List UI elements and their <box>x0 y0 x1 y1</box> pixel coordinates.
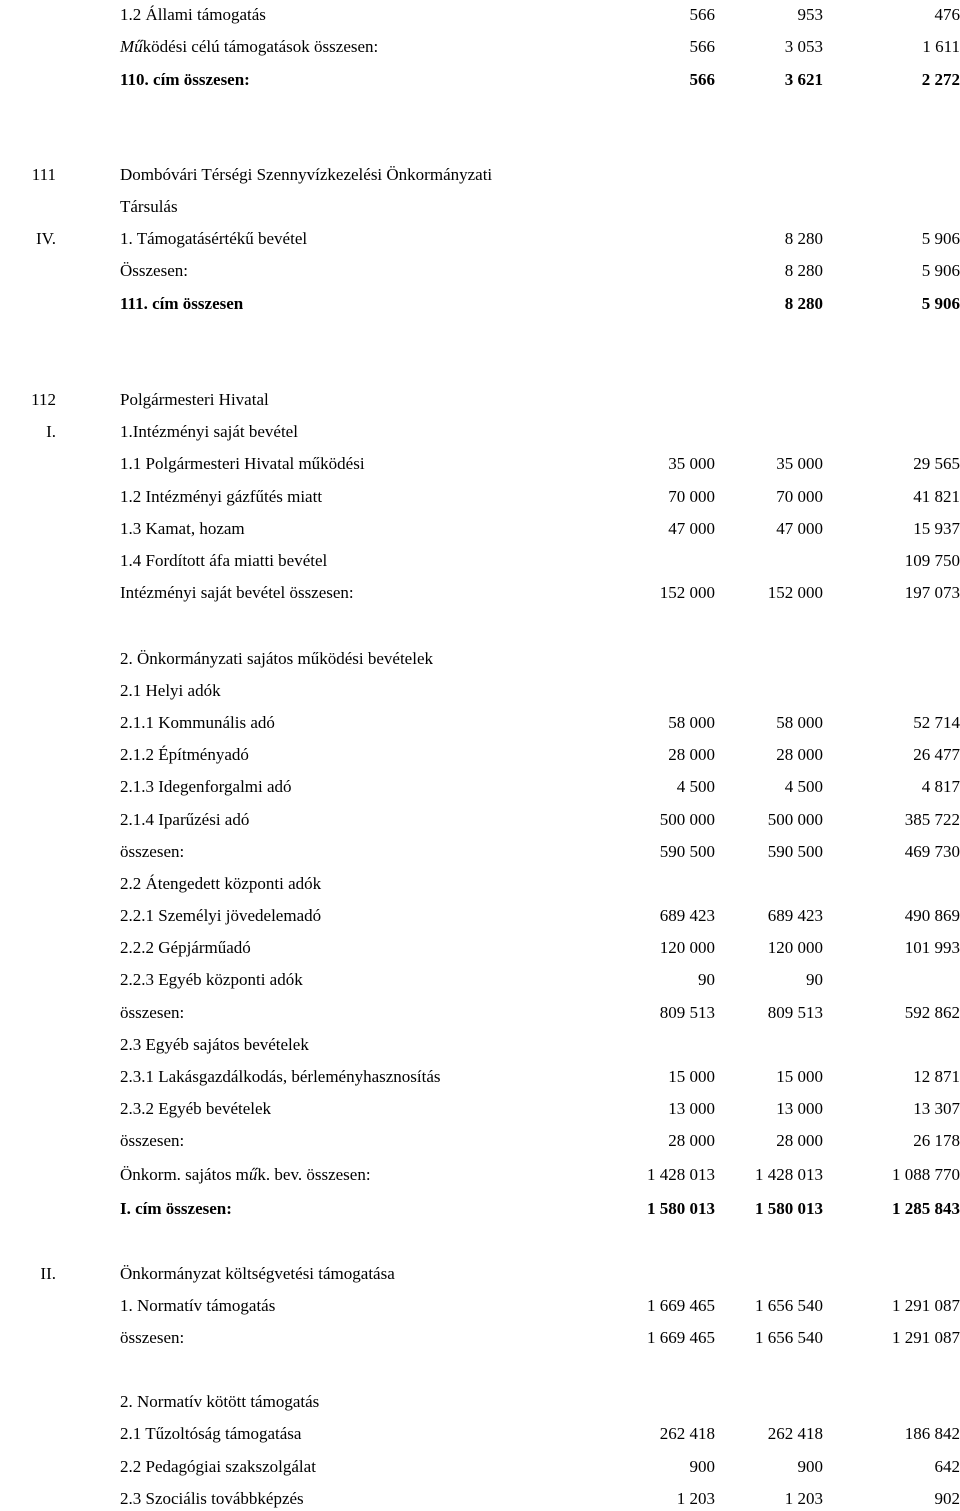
row-label: 2.2.3 Egyéb központi adók <box>120 970 303 989</box>
table-row <box>0 904 960 928</box>
row-code: I. <box>46 422 56 441</box>
row-value-col2: 35 000 <box>776 454 823 473</box>
row-label: 1.2 Intézményi gázfűtés miatt <box>120 487 323 506</box>
table-row-total <box>0 68 960 92</box>
table-row <box>0 1163 960 1187</box>
table-row <box>0 1033 960 1057</box>
row-label: Összesen: <box>120 261 188 280</box>
row-value-col2: 1 580 013 <box>755 1199 823 1218</box>
row-label: 2.1.4 Iparűzési adó <box>120 810 250 829</box>
row-value-col3: 469 730 <box>904 842 960 861</box>
row-value-col3: 1 285 843 <box>892 1199 960 1218</box>
row-label: 2.2.2 Gépjárműadó <box>120 938 251 957</box>
row-label: 1.Intézményi saját bevétel <box>120 422 298 441</box>
row-label: 2.2.1 Személyi jövedelemadó <box>120 906 322 925</box>
table-row <box>0 163 960 187</box>
table-row <box>0 259 960 283</box>
row-value-col2: 8 280 <box>784 229 823 248</box>
row-value-col2: 90 <box>806 970 823 989</box>
table-row <box>0 1001 960 1025</box>
row-label: 2. Normatív kötött támogatás <box>120 1392 320 1411</box>
row-value-col2: 8 280 <box>784 294 823 313</box>
row-label: összesen: <box>120 1328 185 1347</box>
table-row <box>0 1262 960 1286</box>
row-value-col2: 58 000 <box>776 713 823 732</box>
row-value-col1: 28 000 <box>668 745 715 764</box>
row-value-col3: 5 906 <box>921 261 960 280</box>
table-row <box>0 808 960 832</box>
row-value-col1: 90 <box>698 970 715 989</box>
row-label: összesen: <box>120 842 185 861</box>
row-label: Önkormányzat költségvetési támogatása <box>120 1264 395 1283</box>
row-value-col1: 35 000 <box>668 454 715 473</box>
row-value-col1: 566 <box>689 37 715 56</box>
table-row <box>0 1097 960 1121</box>
row-value-col2: 500 000 <box>767 810 823 829</box>
row-value-col1: 1 203 <box>676 1489 715 1508</box>
table-row <box>0 452 960 476</box>
row-value-col3: 4 817 <box>921 777 960 796</box>
row-label: Működési célú támogatások összesen: <box>120 37 379 56</box>
row-label: 1. Normatív támogatás <box>120 1296 276 1315</box>
row-value-col2: 13 000 <box>776 1099 823 1118</box>
row-label: 2.1.1 Kommunális adó <box>120 713 275 732</box>
row-value-col2: 262 418 <box>767 1424 823 1443</box>
row-value-col2: 1 656 540 <box>755 1296 823 1315</box>
row-label: 1.3 Kamat, hozam <box>120 519 245 538</box>
row-label: 2.1.3 Idegenforgalmi adó <box>120 777 292 796</box>
table-row <box>0 743 960 767</box>
table-row <box>0 775 960 799</box>
row-value-col3: 902 <box>934 1489 960 1508</box>
row-value-col2: 1 203 <box>784 1489 823 1508</box>
row-value-col1: 28 000 <box>668 1131 715 1150</box>
row-label: 2.3 Szociális továbbképzés <box>120 1489 304 1508</box>
row-value-col3: 592 862 <box>904 1003 960 1022</box>
row-label: 1. Támogatásértékű bevétel <box>120 229 308 248</box>
row-label: 2.1 Helyi adók <box>120 681 221 700</box>
row-value-col3: 26 477 <box>913 745 960 764</box>
row-value-col3: 1 088 770 <box>892 1165 960 1184</box>
table-row <box>0 840 960 864</box>
row-value-col1: 15 000 <box>668 1067 715 1086</box>
row-value-col1: 566 <box>689 70 715 89</box>
row-label: 2.2 Átengedett központi adók <box>120 874 322 893</box>
table-row-total <box>0 292 960 316</box>
row-value-col1: 900 <box>689 1457 715 1476</box>
row-value-col3: 41 821 <box>913 487 960 506</box>
row-label: összesen: <box>120 1003 185 1022</box>
row-value-col2: 590 500 <box>767 842 823 861</box>
table-row <box>0 936 960 960</box>
row-value-col3: 1 611 <box>922 37 960 56</box>
row-value-col3: 1 291 087 <box>892 1296 960 1315</box>
row-value-col2: 3 053 <box>784 37 823 56</box>
row-value-col2: 120 000 <box>767 938 823 957</box>
row-value-col2: 70 000 <box>776 487 823 506</box>
row-value-col1: 70 000 <box>668 487 715 506</box>
row-value-col1: 47 000 <box>668 519 715 538</box>
row-code: II. <box>40 1264 56 1283</box>
row-label: Intézményi saját bevétel összesen: <box>120 583 354 602</box>
table-row <box>0 679 960 703</box>
row-value-col1: 809 513 <box>659 1003 715 1022</box>
row-value-col1: 13 000 <box>668 1099 715 1118</box>
row-value-col3: 12 871 <box>913 1067 960 1086</box>
row-value-col2: 1 428 013 <box>755 1165 823 1184</box>
row-value-col3: 15 937 <box>913 519 960 538</box>
row-value-col2: 47 000 <box>776 519 823 538</box>
row-value-col3: 2 272 <box>921 70 960 89</box>
table-row <box>0 1455 960 1479</box>
row-value-col2: 900 <box>797 1457 823 1476</box>
row-value-col2: 689 423 <box>767 906 823 925</box>
row-value-col1: 500 000 <box>659 810 715 829</box>
row-value-col1: 4 500 <box>676 777 715 796</box>
table-row <box>0 1487 960 1511</box>
table-row <box>0 711 960 735</box>
row-value-col3: 476 <box>934 5 960 24</box>
table-row <box>0 872 960 896</box>
table-row <box>0 485 960 509</box>
row-value-col2: 1 656 540 <box>755 1328 823 1347</box>
row-value-col1: 152 000 <box>659 583 715 602</box>
row-value-col1: 120 000 <box>659 938 715 957</box>
row-value-col2: 15 000 <box>776 1067 823 1086</box>
row-value-col2: 4 500 <box>784 777 823 796</box>
row-value-col3: 186 842 <box>904 1424 960 1443</box>
row-value-col3: 101 993 <box>904 938 960 957</box>
table-row <box>0 388 960 412</box>
row-label: 2.2 Pedagógiai szakszolgálat <box>120 1457 316 1476</box>
row-value-col3: 5 906 <box>921 294 960 313</box>
row-label: 2.3.1 Lakásgazdálkodás, bérleményhasznosítás <box>120 1067 441 1086</box>
row-value-col2: 28 000 <box>776 745 823 764</box>
row-value-col1: 689 423 <box>659 906 715 925</box>
row-value-col1: 566 <box>689 5 715 24</box>
table-row <box>0 968 960 992</box>
row-value-col1: 58 000 <box>668 713 715 732</box>
table-row <box>0 581 960 605</box>
row-value-col1: 1 669 465 <box>647 1296 715 1315</box>
table-row <box>0 1294 960 1318</box>
row-label: Társulás <box>120 197 178 216</box>
table-row <box>0 195 960 219</box>
row-value-col2: 953 <box>797 5 823 24</box>
table-row <box>0 647 960 671</box>
row-value-col2: 809 513 <box>767 1003 823 1022</box>
table-row <box>0 1065 960 1089</box>
row-label: 1.2 Állami támogatás <box>120 5 266 24</box>
row-value-col3: 52 714 <box>913 713 960 732</box>
row-value-col1: 262 418 <box>659 1424 715 1443</box>
table-row <box>0 1129 960 1153</box>
table-row <box>0 517 960 541</box>
row-value-col3: 13 307 <box>913 1099 960 1118</box>
row-value-col3: 5 906 <box>921 229 960 248</box>
table-row <box>0 3 960 27</box>
row-label: 2.1 Tűzoltóság támogatása <box>120 1424 302 1443</box>
row-value-col3: 642 <box>934 1457 960 1476</box>
row-value-col2: 8 280 <box>784 261 823 280</box>
row-value-col1: 590 500 <box>659 842 715 861</box>
table-row <box>0 549 960 573</box>
row-label: 1.1 Polgármesteri Hivatal működési <box>120 454 365 473</box>
row-value-col1: 1 669 465 <box>647 1328 715 1347</box>
row-code: 111 <box>31 165 56 184</box>
row-value-col3: 197 073 <box>904 583 960 602</box>
table-row-total <box>0 1197 960 1221</box>
table-row <box>0 1390 960 1414</box>
row-label: 2.3 Egyéb sajátos bevételek <box>120 1035 309 1054</box>
row-label: 111. cím összesen <box>120 294 244 313</box>
table-row <box>0 1326 960 1350</box>
row-value-col3: 385 722 <box>904 810 960 829</box>
row-value-col2: 28 000 <box>776 1131 823 1150</box>
row-code: 112 <box>31 390 56 409</box>
row-value-col3: 490 869 <box>904 906 960 925</box>
row-label: 2.1.2 Építményadó <box>120 745 249 764</box>
row-label: Dombóvári Térségi Szennyvízkezelési Önkormányzati <box>120 165 493 184</box>
row-label: 110. cím összesen: <box>120 70 250 89</box>
table-row <box>0 1422 960 1446</box>
row-label: 1.4 Fordított áfa miatti bevétel <box>120 551 328 570</box>
table-row <box>0 420 960 444</box>
table-row <box>0 227 960 251</box>
row-label: 2. Önkormányzati sajátos működési bevételek <box>120 649 433 668</box>
row-label: összesen: <box>120 1131 185 1150</box>
row-label: Önkorm. sajátos műk. bev. összesen: <box>120 1165 371 1184</box>
row-code: IV. <box>36 229 56 248</box>
row-value-col3: 26 178 <box>913 1131 960 1150</box>
row-value-col2: 152 000 <box>767 583 823 602</box>
row-label: I. cím összesen: <box>120 1199 232 1218</box>
row-value-col1: 1 428 013 <box>647 1165 715 1184</box>
row-value-col3: 1 291 087 <box>892 1328 960 1347</box>
row-value-col3: 109 750 <box>904 551 960 570</box>
table-row <box>0 35 960 59</box>
row-value-col2: 3 621 <box>784 70 823 89</box>
row-value-col3: 29 565 <box>913 454 960 473</box>
row-value-col1: 1 580 013 <box>647 1199 715 1218</box>
row-label: Polgármesteri Hivatal <box>120 390 269 409</box>
row-label: 2.3.2 Egyéb bevételek <box>120 1099 272 1118</box>
